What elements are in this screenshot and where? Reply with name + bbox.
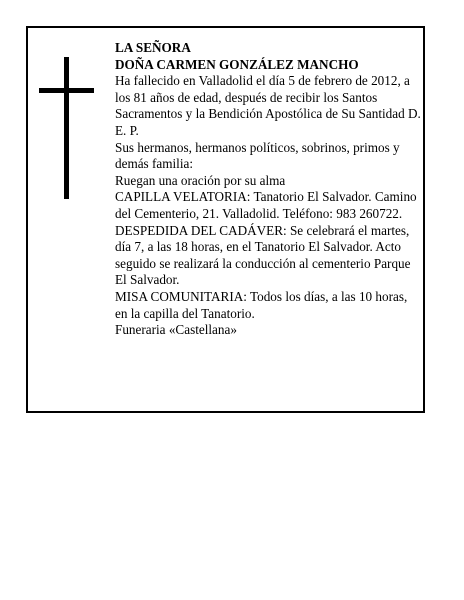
prayer-request: Ruegan una oración por su alma	[115, 172, 286, 188]
death-announcement: Ha fallecido en Valladolid el día 5 de febrero de 2012, a los 81 años de edad, después de recibir los Santos Sacramentos y la Bendición Apostólica de Su Santidad D. E. P.	[115, 73, 421, 138]
obituary-notice	[26, 26, 425, 413]
cross-icon	[39, 57, 94, 199]
funeral-home: Funeraria «Castellana»	[115, 322, 237, 338]
notice-header: LA SEÑORA	[115, 40, 191, 55]
mass-info: MISA COMUNITARIA: Todos los días, a las 10 horas, en la capilla del Tanatorio.	[115, 288, 408, 321]
cross-vertical-bar	[64, 57, 69, 199]
cross-horizontal-bar	[39, 88, 94, 93]
deceased-name: DOÑA CARMEN GONZÁLEZ MANCHO	[115, 56, 359, 72]
farewell-info: DESPEDIDA DEL CADÁVER: Se celebrará el martes, día 7, a las 18 horas, en el Tanatorio El Salvador. Acto seguido se realizará la conducción al cementerio Parque El Salvador.	[115, 222, 411, 288]
notice-text	[115, 40, 423, 339]
family-line: Sus hermanos, hermanos políticos, sobrinos, primos y demás familia:	[115, 139, 400, 172]
chapel-info: CAPILLA VELATORIA: Tanatorio El Salvador. Camino del Cementerio, 21. Valladolid. Teléfono: 983 260722.	[115, 189, 417, 221]
